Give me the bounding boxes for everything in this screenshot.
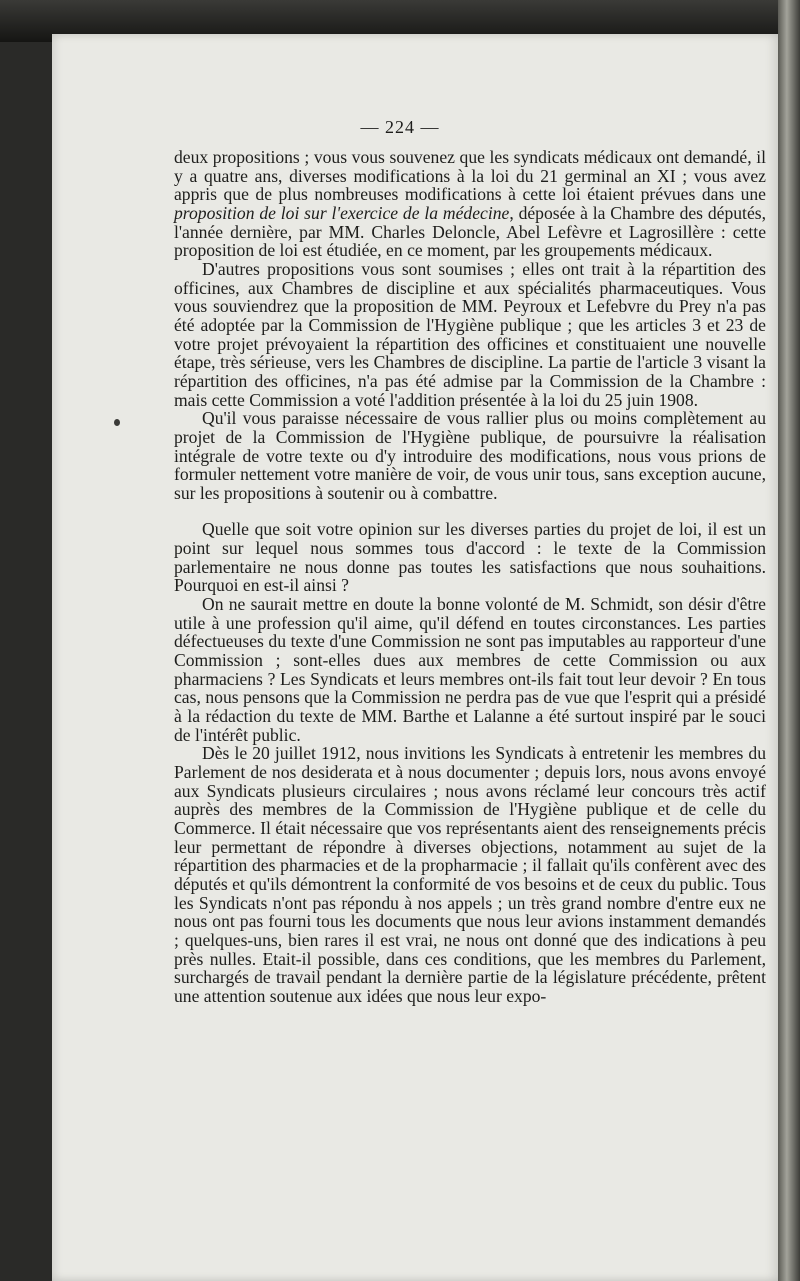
paragraph: Qu'il vous paraisse nécessaire de vous rallier plus ou moins complètement au projet de la Commission de l'Hygiène publique, de poursuivre la réalisation intégrale de votre texte ou d'y introduire des modifications, nous vous prions de formuler nettement votre manière de voir, de vous unir tous, sans exception aucune, sur les propositions à soutenir ou à combattre. bbox=[174, 408, 766, 503]
margin-ink-dot bbox=[114, 419, 120, 426]
paragraph: Dès le 20 juillet 1912, nous invitions les Syndicats à entretenir les membres du Parlement de nos desiderata et à nous documenter ; depuis lors, nous avons envoyé aux Syndicats plusieurs circulaires ; nous avons réclamé leur concours très actif auprès des membres de la Commission de l'Hygiène publique et de celle du Commerce. Il était nécessaire que vos représentants aient des renseignements précis leur permettant de répondre à diverses objections, notamment au sujet de la répartition des pharmacies et de la propharmacie ; il fallait qu'ils confèrent avec des députés et qu'ils démontrent la conformité de vos besoins et de ceux du public. Tous les Syndicats n'ont pas répondu à nos appels ; un très grand nombre d'entre eux ne nous ont pas fourni tous les documents que nous leur avions instamment demandés ; quelques-uns, bien rares il est vrai, ne nous ont donné que des indications à peu près nulles. Etait-il possible, dans ces conditions, que les membres du Parlement, surchargés de travail pendant la dernière partie de la législature précédente, prêtent une attention soutenue aux idées que nous leur expo- bbox=[174, 743, 766, 1006]
paragraph-continued: deux propositions ; vous vous souvenez que les syndicats médicaux ont demandé, il y a quatre ans, diverses modifications à la loi du 21 germinal an XI ; vous avez appris que de plus nombreuses modifications à cette loi étaient prévues dans une proposition de loi sur l'exercice de la médecine, déposée à la Chambre des députés, l'année dernière, par MM. Charles Deloncle, Abel Lefèvre et Lagrosillère : cette proposition de loi est étudiée, en ce moment, par les groupements médicaux. bbox=[174, 147, 767, 261]
paragraph: Quelle que soit votre opinion sur les diverses parties du projet de loi, il est un point sur lequel nous sommes tous d'accord : le texte de la Commission parlementaire ne nous donne pas toutes les satisfactions que nous souhaitions. Pourquoi en est-il ainsi ? bbox=[174, 519, 766, 596]
page-number: — 224 — bbox=[360, 117, 440, 137]
paragraph: D'autres propositions vous sont soumises ; elles ont trait à la répartition des officines, aux Chambres de discipline et aux spécialités pharmaceutiques. Vous vous souviendrez que la proposition de MM. Peyroux et Lefebvre du Prey n'a pas été adoptée par la Commission de l'Hygiène publique ; que les articles 3 et 23 de votre projet prévoyaient la répartition des officines et constituaient une nouvelle étape, très sérieuse, vers les Chambres de discipline. La partie de l'article 3 visant la répartition des officines, n'a pas été admise par la Commission de la Chambre : mais cette Commission a voté l'addition présentée à la loi du 25 juin 1908. bbox=[174, 258, 766, 410]
body-text bbox=[174, 148, 766, 1006]
book-spine bbox=[778, 0, 800, 1281]
italic-title: proposition de loi sur l'exercice de la médecine bbox=[174, 202, 510, 223]
paragraph: On ne saurait mettre en doute la bonne volonté de M. Schmidt, son désir d'être utile à une profession qu'il aime, qu'il défend en toutes circonstances. Les parties défectueuses du texte d'une Commission ne sont pas imputables au rapporteur d'une Commission ; sont-elles dues aux membres de cette Commission ou aux pharmaciens ? Les Syndicats et leurs membres ont-ils fait tout leur devoir ? En tous cas, nous pensons que la Commission ne perdra pas de vue que l'esprit qui a présidé à la rédaction du texte de MM. Barthe et Lalanne a été surtout inspiré par le souci de l'intérêt public. bbox=[174, 594, 766, 745]
